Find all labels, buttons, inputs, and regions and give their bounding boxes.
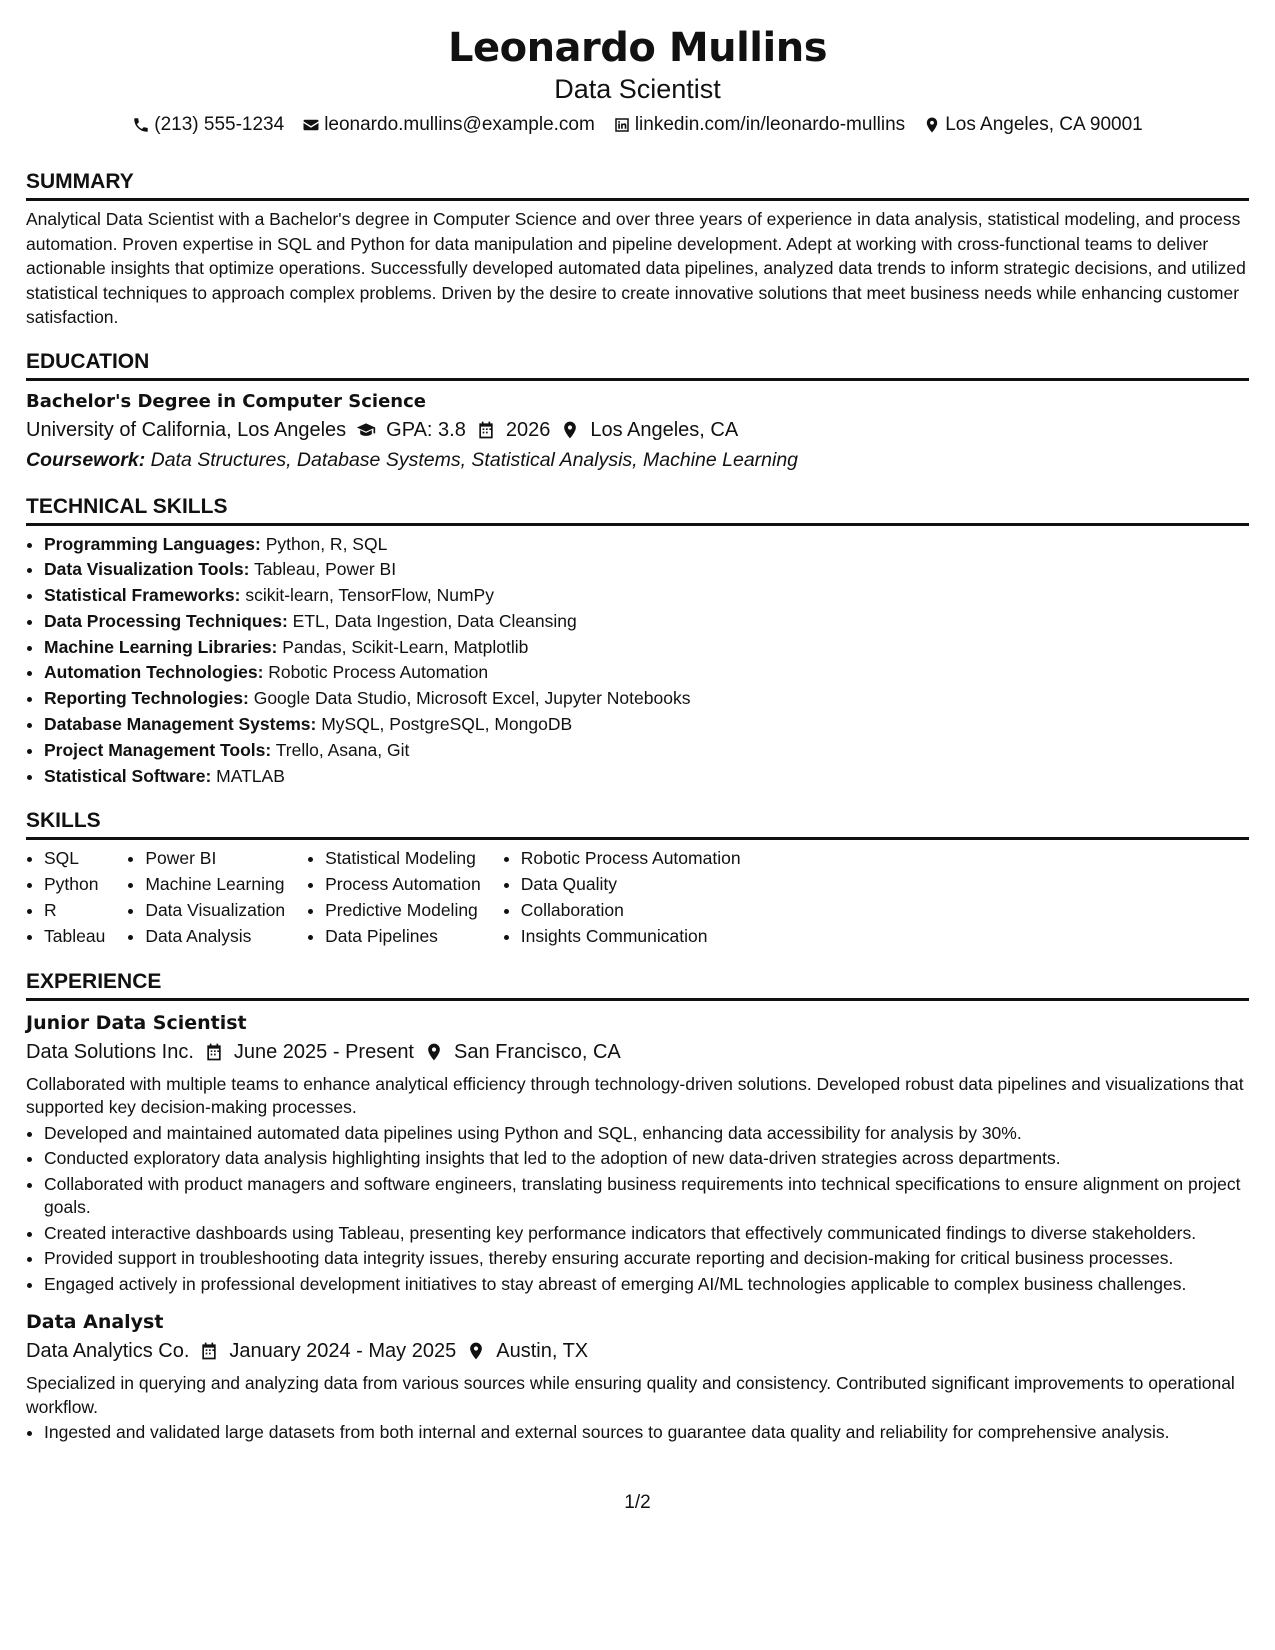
skill-values: Pandas, Scikit-Learn, Matplotlib (282, 636, 529, 657)
job-dates: January 2024 - May 2025 (229, 1340, 457, 1363)
envelope-icon (302, 116, 320, 134)
skill-category: Machine Learning Libraries: (44, 636, 278, 657)
skill-values: Trello, Asana, Git (275, 739, 410, 760)
phone-icon (132, 116, 150, 134)
job-meta (26, 1336, 1249, 1366)
experience-heading: EXPERIENCE (26, 968, 1249, 1001)
summary-heading: SUMMARY (26, 168, 1249, 201)
list-item: • Provided support in troubleshooting data integrity issues, thereby ensuring accurate reporting and decision-making for critical business processes. (44, 1247, 1249, 1271)
skill-values: MATLAB (216, 765, 285, 786)
list-item: • Collaboration (521, 898, 741, 924)
list-item (44, 532, 1249, 558)
list-item: • Data Visualization (145, 898, 285, 924)
list-item: • Data Analysis (145, 924, 285, 950)
skill-values: MySQL, PostgreSQL, MongoDB (321, 714, 573, 735)
skills-column (503, 846, 741, 949)
technical-skills-heading: TECHNICAL SKILLS (26, 493, 1249, 526)
calendar-icon (476, 420, 496, 440)
list-item: • Conducted exploratory data analysis highlighting insights that led to the adoption of new data-driven strategies across departments. (44, 1147, 1249, 1171)
job-location: Austin, TX (496, 1340, 589, 1363)
technical-skills-list (26, 532, 1249, 790)
list-item (44, 660, 1249, 686)
job-title: Junior Data Scientist (26, 1011, 247, 1034)
list-item: • Python (44, 872, 105, 898)
map-pin-icon (424, 1042, 444, 1062)
list-item: • Robotic Process Automation (521, 846, 741, 872)
coursework-label: Coursework: (26, 448, 146, 471)
list-item: • Tableau (44, 924, 105, 950)
graduation-year: 2026 (505, 418, 551, 441)
skills-heading: SKILLS (26, 807, 1249, 840)
page-number: 1/2 (624, 1492, 651, 1513)
job-title: Data Analyst (26, 1311, 164, 1334)
list-item (44, 609, 1249, 635)
resume-header (26, 20, 1249, 138)
contact-linkedin[interactable] (613, 112, 905, 138)
education-meta (26, 415, 1249, 445)
contact-location (923, 112, 1143, 138)
candidate-name: Leonardo Mullins (447, 25, 828, 71)
list-item (44, 738, 1249, 764)
job-meta (26, 1037, 1249, 1067)
calendar-icon (204, 1042, 224, 1062)
list-item (44, 583, 1249, 609)
list-item: • Power BI (145, 846, 285, 872)
list-item (44, 712, 1249, 738)
skill-category: Database Management Systems: (44, 714, 317, 735)
contact-phone[interactable] (132, 112, 284, 138)
job-summary: Specialized in querying and analyzing data from various sources while ensuring quality and consistency. Contributed significant improvements to operational workflow. (26, 1373, 1235, 1417)
map-pin-icon (923, 116, 941, 134)
summary-text: Analytical Data Scientist with a Bachelor's degree in Computer Science and over three years of experience in data analysis, statistical modeling, and process automation. Proven expertise in SQL and Python for data manipulation and pipeline development. Adept at working with cross-functional teams to deliver actionable insights that optimize operations. Successfully developed automated data pipelines, analyzed data trends to inform strategic decisions, and utilized statistical techniques to approach complex problems. Driven by the desire to create innovative solutions that meet business needs while enhancing customer satisfaction. (26, 209, 1246, 327)
map-pin-icon (466, 1341, 486, 1361)
job-location: San Francisco, CA (454, 1040, 621, 1063)
job-dates: June 2025 - Present (233, 1040, 414, 1063)
contact-bar (26, 112, 1249, 138)
skills-grid (26, 846, 1249, 949)
skill-category: Programming Languages: (44, 533, 261, 554)
list-item: • Statistical Modeling (325, 846, 481, 872)
skill-category: Statistical Frameworks: (44, 585, 241, 606)
list-item: • Created interactive dashboards using Tableau, presenting key performance indicators that effectively communicated findings to diverse stakeholders. (44, 1222, 1249, 1246)
skill-category: Reporting Technologies: (44, 688, 249, 709)
skill-category: Project Management Tools: (44, 739, 272, 760)
list-item: • R (44, 898, 105, 924)
skills-column (127, 846, 285, 949)
phone-text: (213) 555-1234 (154, 114, 285, 135)
skill-values: scikit-learn, TensorFlow, NumPy (245, 585, 494, 606)
skill-values: Python, R, SQL (265, 533, 388, 554)
resume-page (26, 20, 1249, 1445)
list-item (44, 764, 1249, 790)
candidate-role: Data Scientist (554, 74, 721, 104)
list-item: • Ingested and validated large datasets from both internal and external sources to guarantee data quality and reliability for comprehensive analysis. (44, 1421, 1249, 1445)
list-item: • Predictive Modeling (325, 898, 481, 924)
list-item: • Data Quality (521, 872, 741, 898)
skills-column (26, 846, 105, 949)
skill-category: Data Visualization Tools: (44, 559, 250, 580)
list-item: • Insights Communication (521, 924, 741, 950)
company-name: Data Solutions Inc. (26, 1040, 194, 1063)
job-summary: Collaborated with multiple teams to enhance analytical efficiency through technology-driven solutions. Developed robust data pipelines and visualizations that supported key decision-making processes. (26, 1073, 1244, 1118)
skill-values: Tableau, Power BI (254, 559, 397, 580)
list-item (44, 635, 1249, 661)
school-location: Los Angeles, CA (590, 418, 739, 441)
list-item: • Data Pipelines (325, 924, 481, 950)
list-item: • Process Automation (325, 872, 481, 898)
skill-values: ETL, Data Ingestion, Data Cleansing (292, 610, 577, 631)
list-item: • Collaborated with product managers and software engineers, translating business requirements into technical specifications to ensure alignment on project goals. (44, 1173, 1249, 1220)
job-entry (26, 1009, 1249, 1297)
list-item: • Engaged actively in professional development initiatives to stay abreast of emerging AI/ML technologies applicable to complex business challenges. (44, 1273, 1249, 1297)
skill-category: Automation Technologies: (44, 662, 264, 683)
coursework-list: Data Structures, Database Systems, Statistical Analysis, Machine Learning (150, 448, 799, 471)
graduation-cap-icon (356, 420, 376, 440)
school-name: University of California, Los Angeles (26, 418, 347, 441)
list-item: • Developed and maintained automated data pipelines using Python and SQL, enhancing data accessibility for analysis by 30%. (44, 1122, 1249, 1146)
location-text: Los Angeles, CA 90001 (945, 114, 1143, 135)
degree-title: Bachelor's Degree in Computer Science (26, 390, 426, 412)
list-item (44, 557, 1249, 583)
skill-values: Robotic Process Automation (268, 662, 489, 683)
skills-column (307, 846, 481, 949)
linkedin-text: linkedin.com/in/leonardo-mullins (634, 114, 906, 135)
gpa-text: GPA: 3.8 (386, 418, 466, 441)
skill-category: Statistical Software: (44, 765, 212, 786)
job-bullets (26, 1122, 1249, 1297)
email-text: leonardo.mullins@example.com (324, 114, 595, 135)
job-entry (26, 1308, 1249, 1445)
list-item: • SQL (44, 846, 105, 872)
list-item (44, 686, 1249, 712)
list-item: • Machine Learning (145, 872, 285, 898)
coursework (26, 445, 1249, 475)
contact-email[interactable] (302, 112, 595, 138)
job-bullets (26, 1421, 1249, 1445)
map-pin-icon (560, 420, 580, 440)
skill-category: Data Processing Techniques: (44, 610, 288, 631)
skill-values: Google Data Studio, Microsoft Excel, Jupyter Notebooks (253, 688, 691, 709)
linkedin-icon (613, 116, 631, 134)
company-name: Data Analytics Co. (26, 1340, 190, 1363)
calendar-icon (199, 1341, 219, 1361)
education-heading: EDUCATION (26, 348, 1249, 381)
